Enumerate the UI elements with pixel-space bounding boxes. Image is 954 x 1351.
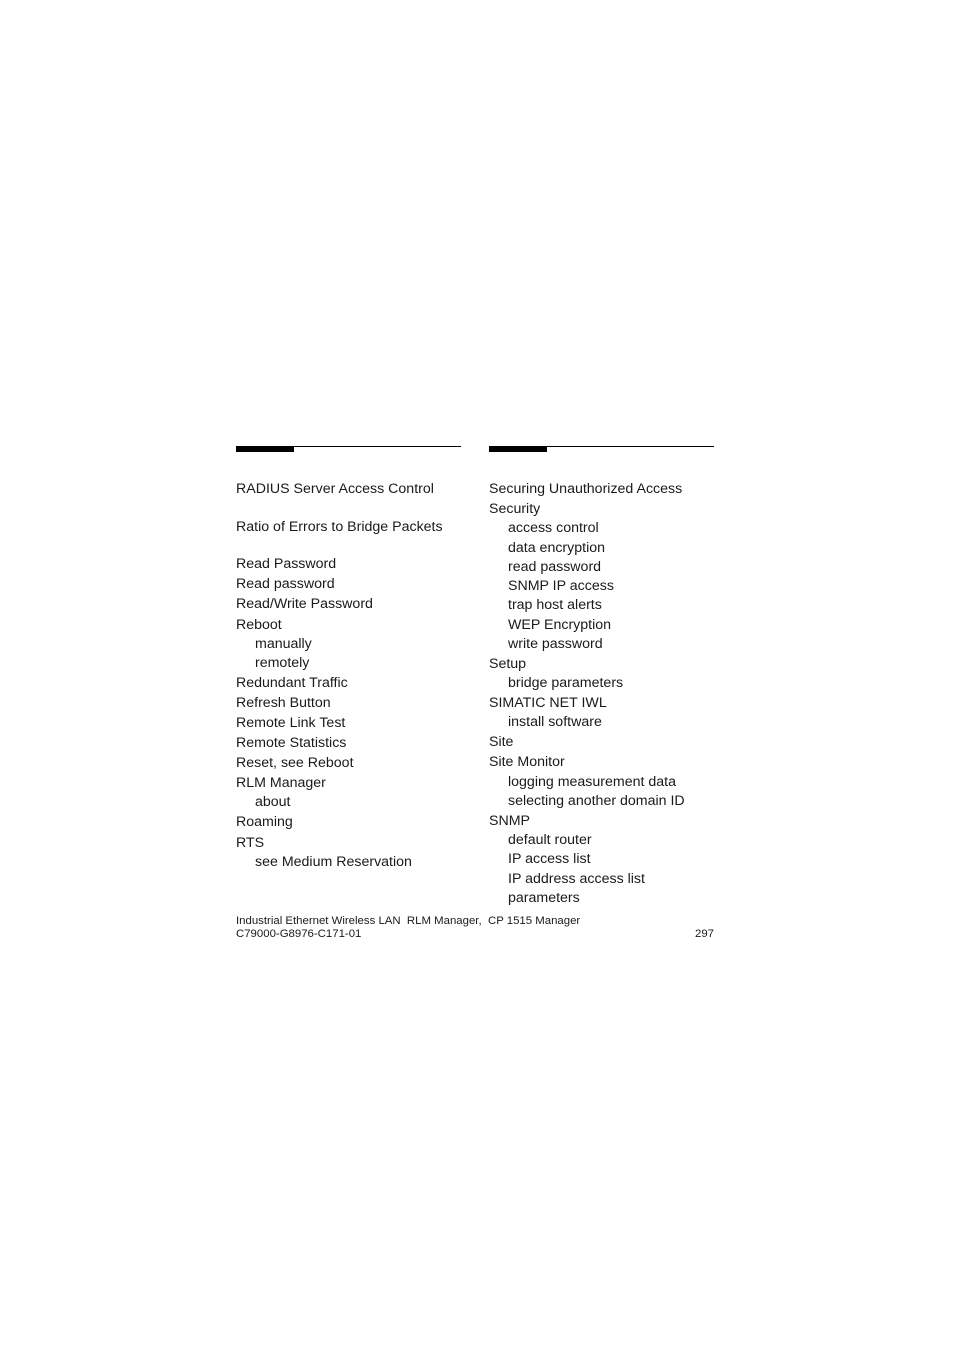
index-entry: RTS	[236, 835, 265, 851]
index-entry: RADIUS Server Access Control	[236, 481, 434, 497]
index-entry: Remote Statistics	[236, 735, 347, 751]
index-subentry: bridge parameters	[508, 675, 624, 691]
page-number: 297	[694, 928, 714, 940]
index-subentry: remotely	[255, 655, 310, 671]
index-subentry: selecting another domain ID	[508, 793, 685, 809]
left-column-rule-tab	[236, 446, 294, 452]
footer-document-code: C79000-G8976-C171-01	[236, 928, 362, 940]
footer-title: Industrial Ethernet Wireless LAN RLM Manager, CP 1515 Manager	[236, 915, 581, 927]
index-entry: Reboot	[236, 617, 282, 633]
index-subentry: IP address access list	[508, 871, 645, 887]
index-entry: SNMP	[489, 813, 530, 829]
index-subentry: IP access list	[508, 851, 591, 867]
index-subentry: about	[255, 794, 291, 810]
index-subentry: see Medium Reservation	[255, 854, 412, 870]
index-subentry: read password	[508, 559, 602, 575]
index-entry: Reset, see Reboot	[236, 755, 354, 771]
index-subentry: write password	[508, 636, 603, 652]
index-entry: Read password	[236, 576, 335, 592]
index-entry: Read/Write Password	[236, 596, 373, 612]
index-entry: Setup	[489, 656, 527, 672]
index-entry: Read Password	[236, 556, 337, 572]
index-subentry: install software	[508, 714, 602, 730]
index-subentry: access control	[508, 520, 599, 536]
index-entry: Roaming	[236, 814, 293, 830]
index-subentry: WEP Encryption	[508, 617, 612, 633]
right-column-rule-tab	[489, 446, 547, 452]
index-subentry: manually	[255, 636, 312, 652]
right-column-rule	[489, 446, 714, 447]
index-subentry: parameters	[508, 890, 580, 906]
index-subentry: trap host alerts	[508, 597, 602, 613]
left-column-rule	[236, 446, 461, 447]
index-entry: Ratio of Errors to Bridge Packets	[236, 519, 443, 535]
index-entry: Refresh Button	[236, 695, 331, 711]
index-subentry: SNMP IP access	[508, 578, 614, 594]
index-entry: Redundant Traffic	[236, 675, 348, 691]
index-entry: RLM Manager	[236, 775, 326, 791]
index-entry: Site Monitor	[489, 754, 565, 770]
index-subentry: data encryption	[508, 540, 606, 556]
index-subentry: logging measurement data	[508, 774, 676, 790]
index-subentry: default router	[508, 832, 592, 848]
index-entry: SIMATIC NET IWL	[489, 695, 607, 711]
index-entry: Remote Link Test	[236, 715, 346, 731]
index-entry: Security	[489, 501, 541, 517]
index-entry: Securing Unauthorized Access	[489, 481, 683, 497]
index-entry: Site	[489, 734, 514, 750]
